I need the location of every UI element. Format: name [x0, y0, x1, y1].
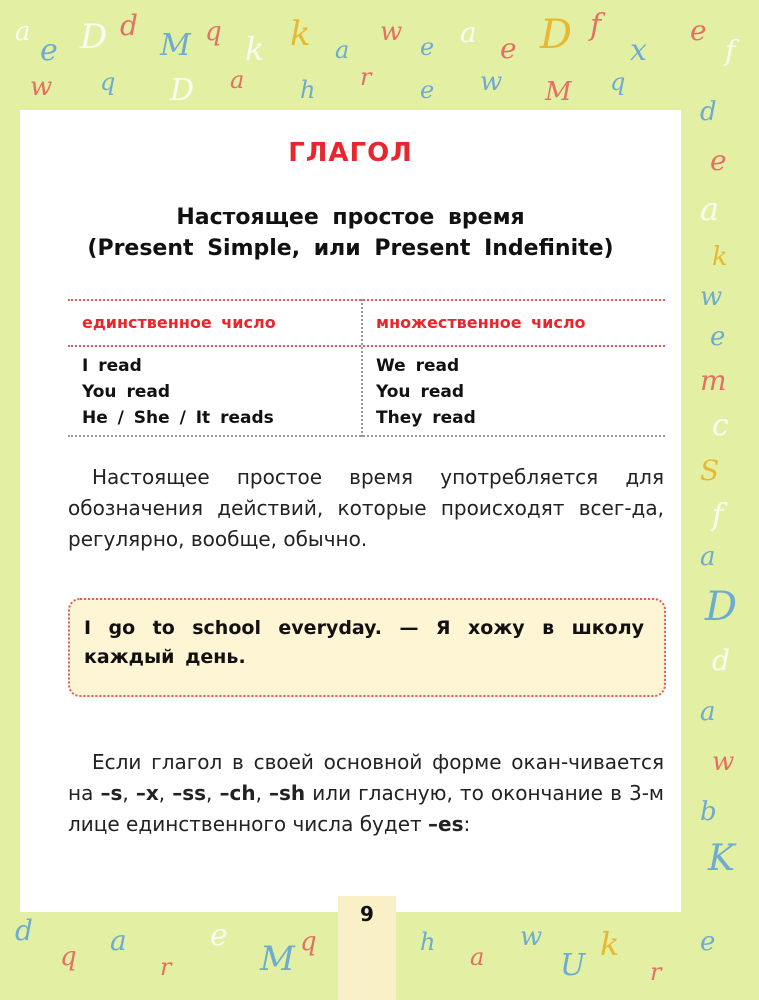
page-content — [20, 110, 681, 912]
endings-paragraph — [68, 747, 664, 840]
subtitle-line-2: (Present Simple, или Present Indefinite) — [87, 236, 614, 261]
usage-paragraph: Настоящее простое время употребляется для обозначения действий, которые происходят всег-да, регулярно, вообще, обычно. — [68, 465, 664, 551]
svg-text:M: M — [160, 28, 191, 63]
svg-text:e: e — [420, 76, 435, 104]
svg-text:w: w — [480, 67, 503, 97]
svg-text:q: q — [60, 942, 77, 972]
svg-text:D: D — [170, 73, 195, 108]
table-column-divider — [361, 299, 363, 437]
column-header-singular: единственное число — [82, 313, 276, 332]
svg-text:D: D — [80, 17, 108, 57]
svg-text:a: a — [700, 190, 720, 228]
svg-text:q: q — [610, 68, 626, 96]
singular-form-1: I read — [82, 356, 142, 376]
svg-text:r: r — [360, 63, 372, 91]
svg-text:d: d — [700, 97, 717, 127]
svg-text:w: w — [712, 747, 735, 777]
svg-text:k: k — [290, 14, 311, 54]
separator: , — [122, 781, 136, 805]
svg-text:f: f — [590, 8, 602, 43]
svg-text:e: e — [690, 14, 707, 47]
ending-ss: –ss — [172, 781, 206, 805]
svg-text:k: k — [600, 925, 620, 963]
svg-text:e: e — [40, 33, 58, 68]
page-title: ГЛАГОЛ — [288, 138, 413, 168]
svg-text:a: a — [460, 16, 477, 49]
column-header-plural: множественное число — [376, 313, 586, 332]
plural-forms — [376, 353, 476, 431]
svg-text:e: e — [700, 927, 716, 957]
plural-form-1: We read — [376, 356, 460, 376]
svg-text:d: d — [15, 914, 33, 947]
svg-text:K: K — [708, 838, 735, 879]
example-box — [68, 598, 666, 697]
svg-text:x: x — [630, 33, 647, 68]
svg-text:q: q — [300, 927, 317, 957]
ending-s: –s — [100, 781, 123, 805]
singular-forms — [82, 353, 274, 431]
table-header-border — [68, 345, 665, 347]
svg-text:a: a — [15, 17, 31, 47]
svg-text:f: f — [712, 498, 724, 533]
svg-text:D: D — [705, 584, 738, 630]
svg-text:k: k — [712, 242, 728, 272]
ending-sh: –sh — [269, 781, 306, 805]
svg-text:d: d — [712, 644, 730, 677]
svg-text:e: e — [500, 32, 517, 65]
svg-text:m: m — [700, 364, 727, 397]
svg-text:d: d — [120, 9, 138, 42]
section-subtitle — [20, 202, 681, 264]
svg-text:b: b — [700, 797, 717, 827]
svg-text:a: a — [230, 66, 245, 94]
svg-text:k: k — [245, 30, 265, 68]
endings-text-after: : — [463, 812, 471, 836]
ending-ch: –ch — [219, 781, 256, 805]
svg-text:a: a — [110, 924, 127, 957]
svg-text:q: q — [205, 17, 222, 47]
svg-text:w: w — [520, 922, 543, 952]
subtitle-line-1: Настоящее простое время — [176, 205, 525, 230]
svg-text:a: a — [700, 542, 716, 572]
svg-text:e: e — [420, 33, 435, 61]
example-sentence: I go to school everyday. — Я хожу в школу каждый день. — [84, 617, 644, 668]
separator: , — [158, 781, 173, 805]
svg-text:w: w — [380, 17, 403, 47]
svg-text:U: U — [560, 948, 586, 983]
singular-form-2: You read — [82, 382, 171, 402]
svg-text:a: a — [700, 697, 716, 727]
endings-text-middle: или гласную, то окончание в 3-м лице единственного числа будет — [68, 781, 665, 836]
svg-text:c: c — [712, 408, 729, 443]
svg-text:e: e — [710, 144, 727, 177]
svg-text:a: a — [470, 943, 485, 971]
separator: , — [255, 781, 270, 805]
svg-text:q: q — [100, 68, 116, 96]
svg-text:f: f — [725, 34, 736, 67]
svg-text:h: h — [300, 76, 316, 104]
svg-text:e: e — [210, 918, 228, 953]
svg-text:r: r — [650, 958, 662, 986]
separator: , — [206, 781, 220, 805]
plural-form-3: They read — [376, 408, 476, 428]
svg-text:e: e — [710, 322, 726, 352]
svg-text:M: M — [260, 939, 295, 979]
page-number: 9 — [360, 902, 374, 926]
table-bottom-border — [68, 435, 665, 437]
ending-es: –es — [428, 812, 464, 836]
svg-text:M: M — [545, 77, 572, 107]
singular-form-3: He / She / It reads — [82, 408, 274, 428]
ending-x: –x — [135, 781, 159, 805]
svg-text:w: w — [30, 72, 53, 102]
page-number-tab — [338, 896, 396, 1000]
svg-text:w: w — [700, 282, 723, 312]
plural-form-2: You read — [376, 382, 465, 402]
svg-text:h: h — [420, 928, 436, 956]
endings-text-before: Если глагол в своей основной форме окан-чивается на — [68, 750, 664, 805]
svg-text:r: r — [160, 953, 172, 981]
conjugation-table — [68, 299, 665, 437]
svg-text:S: S — [700, 454, 720, 487]
svg-text:D: D — [540, 12, 573, 58]
table-top-border — [68, 299, 665, 301]
svg-text:a: a — [335, 36, 350, 64]
